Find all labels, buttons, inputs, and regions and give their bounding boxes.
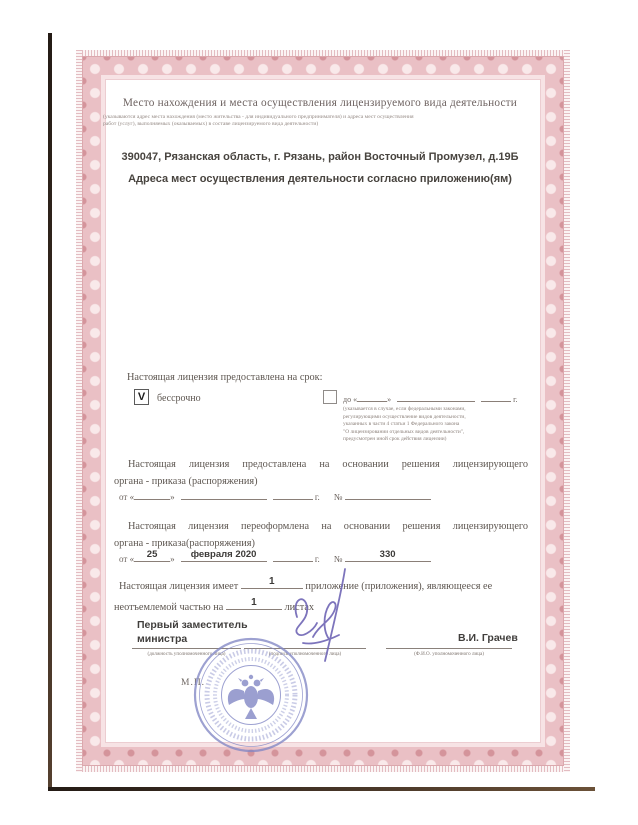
reissued-month-value: февраля 2020: [190, 549, 257, 560]
number-sign: №: [333, 492, 343, 502]
caption-name: (Ф.И.О. уполномоченного лица): [414, 651, 484, 657]
granted-line2: органа - приказа (распоряжения): [114, 475, 258, 487]
signer-position-line: министра: [137, 632, 188, 645]
signer-name: В.И. Грачев: [458, 632, 518, 644]
until-quote: »: [387, 395, 392, 404]
attachments-suffix: приложение (приложения), являющееся ее: [305, 581, 493, 592]
double-eagle-emblem: [228, 675, 274, 719]
until-note: [343, 406, 525, 444]
until-prefix: до «: [343, 395, 358, 404]
until-year-suffix: г.: [513, 395, 518, 404]
frame-fringe-right: [564, 50, 570, 772]
reissued-line1: Настоящая лицензия переоформлена на основании решения лицензирующего: [128, 521, 528, 532]
number-sign: №: [333, 554, 343, 564]
note-line: (указываются адрес места нахождения (место жительства - для индивидуального предпринимателя) и адреса мест осуществления: [103, 114, 414, 120]
blank-granted-year: [273, 489, 313, 500]
note-line: работ (услуг), выполняемых (оказываемых) в составе лицензируемого вида деятельности): [103, 121, 319, 128]
perpetual-label: бессрочно: [157, 393, 201, 404]
blank-until-month: [397, 391, 475, 402]
paper-edge-bottom: [48, 787, 595, 791]
blank-granted-day: [134, 489, 170, 500]
section-title: Место нахождения и места осуществления лицензируемого вида деятельности: [122, 97, 518, 109]
sheets-suffix: листах: [284, 602, 315, 613]
sheets-prefix: неотъемлемой частью на: [114, 602, 224, 613]
sheet-count-value: 1: [251, 597, 257, 608]
paper-edge-left: [48, 33, 52, 790]
attachment-count-value: 1: [269, 576, 275, 587]
blank-granted-month: [181, 489, 267, 500]
from-prefix: от «: [119, 492, 135, 502]
until-note-line: "О лицензировании отдельных видов деятельности",: [343, 428, 465, 435]
granted-line1: Настоящая лицензия предоставлена на основании решения лицензирующего: [128, 459, 528, 470]
blank-sheet-count: [226, 598, 282, 610]
until-note-line: предусмотрен иной срок действия лицензии): [343, 436, 447, 443]
blank-reissued-number: [345, 551, 431, 562]
blank-until-day: [357, 391, 387, 402]
caption-position: (должность уполномоченного лица): [147, 651, 226, 657]
until-checkbox: [323, 390, 337, 404]
signature-line-name: [386, 648, 512, 649]
from-quote: »: [170, 492, 175, 502]
reissued-number-value: 330: [379, 549, 396, 560]
address-appendix-note: Адреса мест осуществления деятельности согласно приложению(ям): [128, 173, 512, 185]
section-title-note: [103, 114, 531, 128]
handwritten-signature: [283, 565, 358, 665]
attachments-prefix: Настоящая лицензия имеет: [119, 581, 239, 592]
reissued-date-line: [119, 551, 431, 566]
until-note-line: указанных в части 4 статьи 1 Федерального закона: [343, 421, 460, 428]
reissued-day-value: 25: [146, 549, 158, 560]
from-prefix: от «: [119, 554, 135, 564]
blank-reissued-year: [273, 551, 313, 562]
until-note-line: регулирующими осуществление видов деятельности,: [343, 413, 466, 420]
until-date-line: [343, 391, 517, 404]
reissued-line2: органа - приказа(распоряжения): [114, 537, 255, 549]
blank-until-year: [481, 391, 511, 402]
perpetual-checkbox-mark: V: [137, 391, 146, 403]
term-label: Настоящая лицензия предоставлена на срок:: [127, 372, 323, 383]
license-address: 390047, Рязанская область, г. Рязань, район Восточный Промузел, д.19Б: [121, 151, 519, 163]
caption-sign: (подпись уполномоченного лица): [268, 651, 342, 657]
frame-fringe-bottom: [76, 766, 570, 772]
perpetual-checkbox: [134, 389, 149, 405]
year-suffix: г.: [314, 554, 320, 564]
year-suffix: г.: [314, 492, 320, 502]
from-quote: »: [170, 554, 175, 564]
until-note-line: (указывается в случае, если федеральными законами,: [343, 406, 466, 412]
stamp-place-mark: М.П.: [181, 678, 206, 688]
granted-paragraph: [114, 457, 528, 490]
blank-reissued-month: [181, 551, 267, 562]
blank-granted-number: [345, 489, 431, 500]
granted-date-line: [119, 489, 431, 504]
blank-reissued-day: [134, 551, 170, 562]
signer-position-line: Первый заместитель: [137, 619, 248, 631]
reissued-paragraph: [114, 519, 528, 552]
